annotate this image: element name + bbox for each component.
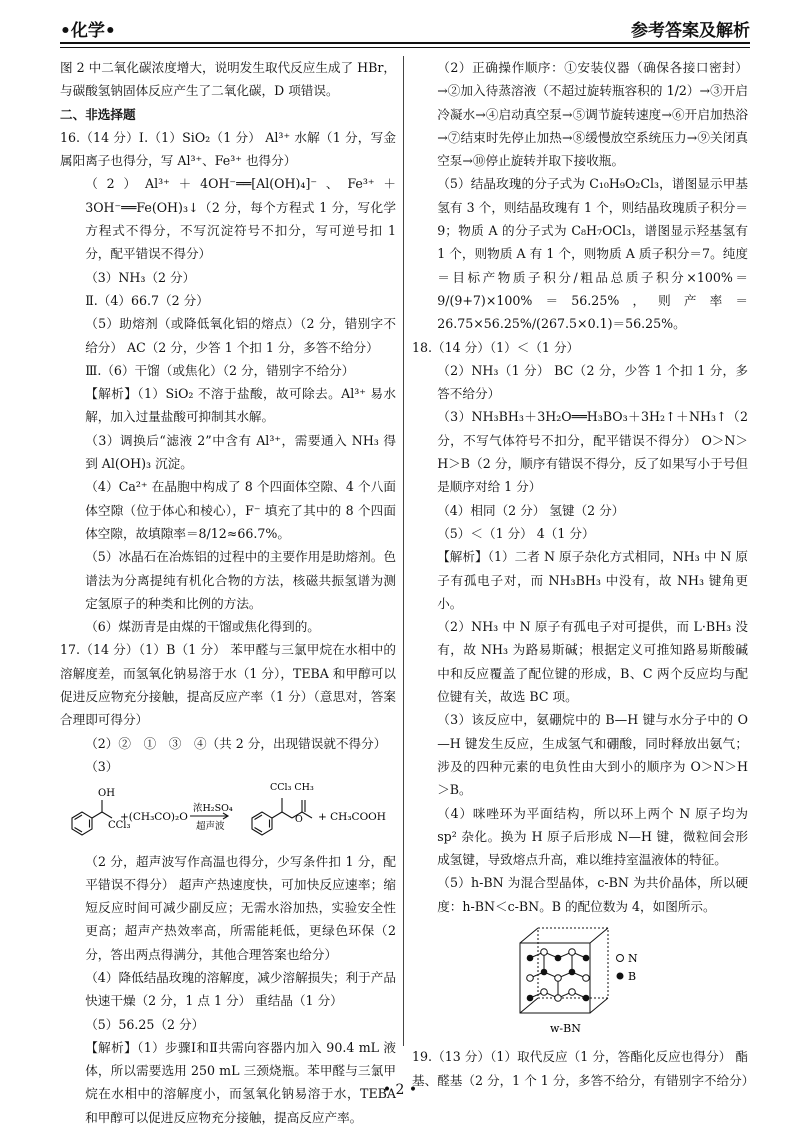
- left_column-paragraph: （4）降低结晶玫瑰的溶解度，减少溶解损失；利于产品快速干燥（2 分，1 点 1 分） 重结晶（1 分）: [85, 969, 396, 1009]
- legend-b-marker: [617, 972, 624, 979]
- right_column-paragraph: （2）NH₃ 中 N 原子有孤电子对可提供，而 L·BH₃ 没有，故 NH₃ 为路易斯碱；根据定义可推知路易斯酸碱中和反应覆盖了配位键的形成，B、C 两个反应均与配位键有关，故选 BC 项。: [437, 619, 748, 705]
- section-label: 参考答案及解析: [631, 21, 750, 41]
- right_column-paragraph: （4）咪唑环为平面结构，所以环上两个 N 原子均为 sp² 杂化。换为 H 原子后形成 N—H 键，微粒间会形成氢键，导致熔点升高，难以维持室温液体的特征。: [437, 805, 748, 868]
- left_column-paragraph: Ⅱ.（4）66.7（2 分）: [85, 292, 209, 308]
- header-rule-thin: [60, 47, 750, 48]
- right_column-paragraph: （4）相同（2 分） 氢键（2 分）: [437, 502, 625, 518]
- left_column-paragraph: 【解析】（1）SiO₂ 不溶于盐酸，故可除去。Al³⁺ 易水解，加入过量盐酸可抑制其水解。: [85, 386, 396, 425]
- left_column-paragraph: （3）: [85, 758, 119, 774]
- oh-label: OH: [98, 788, 115, 800]
- byproduct-label: + CH₃COOH: [318, 811, 386, 824]
- page-number: • 2 •: [382, 1082, 418, 1098]
- left_column-paragraph: （5）冰晶石在冶炼铝的过程中的主要作用是助熔剂。色谱法为分离提纯有机化合物的方法，核磁共振氢谱为测定氢原子的种类和比例的方法。: [85, 549, 396, 611]
- right_column-paragraph: （5）h-BN 为混合型晶体，c-BN 为共价晶体，所以硬度：h-BN＜c-BN。B 的配位数为 4，如图所示。: [437, 875, 748, 914]
- legend-n-label: N: [628, 951, 638, 965]
- ccl3-label: CCl₃: [108, 820, 131, 832]
- reagent-label: +(CH₃CO)₂O: [120, 811, 188, 824]
- left_column-paragraph: （2）② ① ③ ④（共 2 分，出现错误就不得分）: [85, 735, 387, 751]
- reaction-equation: [60, 778, 396, 842]
- left_column-paragraph: （6）煤沥青是由煤的干馏或焦化得到的。: [85, 619, 320, 635]
- left_column-paragraph: Ⅲ.（6）干馏（或焦化）（2 分，错别字不给分）: [85, 362, 355, 378]
- right_column-paragraph: 【解析】（1）二者 N 原子杂化方式相同，NH₃ 中 N 原子有孤电子对，而 NH₃BH₃ 中没有，故 NH₃ 键角更小。: [437, 549, 748, 611]
- figure-caption: w-BN: [550, 1021, 581, 1035]
- page-header: [60, 14, 750, 40]
- right_column-paragraph: （3）NH₃BH₃＋3H₂O══H₃BO₃＋3H₂↑＋NH₃↑（2 分，不写气体符号不扣分，配平错误不得分） O＞N＞H＞B（2 分，顺序有错误不得分，反了如果写小于号但是顺序对给 1 分）: [437, 409, 748, 495]
- right-column: [412, 56, 755, 1092]
- left-column: [60, 56, 396, 1129]
- left_column-paragraph: 二、非选择题: [60, 106, 136, 122]
- right_column-paragraph: （3）该反应中，氨硼烷中的 B—H 键与水分子中的 O—H 键发生反应，生成氢气和硼酸，同时释放出氨气；涉及的四种元素的电负性由大到小的顺序为 O＞N＞H＞B。: [437, 712, 748, 798]
- left_column-paragraph: （2 分，超声波写作高温也得分，少写条件扣 1 分，配平错误不得分） 超声产热速度快，可加快反应速率；缩短反应时间可减少副反应；无需水浴加热，实验安全性更高；超声产热效率高，所需能耗低，更绿色环保（2 分，答出两点得满分，其他合理答案也给分）: [85, 853, 396, 962]
- legend-n-marker: [617, 954, 624, 961]
- left_column-paragraph: 图 2 中二氧化碳浓度增大，说明发生取代反应生成了 HBr，与碳酸氢钠固体反应产生了二氧化碳，D 项错误。: [60, 60, 396, 99]
- condition-ultrasound: 超声波: [196, 821, 225, 833]
- right_column-paragraph: 18.（14 分）（1）＜（1 分）: [412, 339, 580, 355]
- product-substituents: CCl₃ CH₃: [270, 782, 314, 794]
- condition-acid: 浓H₂SO₄: [193, 803, 233, 815]
- left_column-paragraph: （5）助熔剂（或降低氧化铝的熔点）（2 分，错别字不给分） AC（2 分，少答 1 个扣 1 分，多答不给分）: [85, 316, 396, 355]
- left_column-paragraph: （5）56.25（2 分）: [85, 1016, 205, 1032]
- right_column-paragraph: 19.（13 分）（1）取代反应（1 分，答酯化反应也得分） 酯基、醛基（2 分，1 个 1 分，多答不给分，有错别字不给分）: [412, 1049, 755, 1088]
- right_column-paragraph: （2）NH₃（1 分） BC（2 分，少答 1 个扣 1 分，多答不给分）: [437, 362, 748, 402]
- w-bn-structure-figure: [500, 918, 660, 1038]
- header-rule-thick: [60, 42, 750, 44]
- subject-label: •化学•: [60, 21, 116, 41]
- right_column-paragraph: （5）＜（1 分） 4（1 分）: [437, 525, 595, 541]
- w-bn-figure-wrapper: [412, 918, 748, 1045]
- left_column-paragraph: 【解析】（1）步骤Ⅰ和Ⅱ共需向容器内加入 90.4 mL 液体，所以需要选用 250 mL 三颈烧瓶。苯甲醛与三氯甲烷在水相中的溶解度小，而氢氧化钠易溶于水，TEBA 和甲醇可以促进反应物充分接触，提高反应产率。: [85, 1039, 396, 1125]
- right_column-paragraph: （2）正确操作顺序：①安装仪器（确保各接口密封）→②加入待蒸溶液（不超过旋转瓶容积的 1/2）→③开启冷凝水→④启动真空泵→⑤调节旋转速度→⑥开启加热浴→⑦结束时先停止加热→⑧缓慢放空系统压力→⑨关闭真空泵→⑩停止旋转并取下接收瓶。: [437, 60, 748, 169]
- right_column-paragraph: （5）结晶玫瑰的分子式为 C₁₀H₉O₂Cl₃，谱图显示甲基氢有 3 个，则结晶玫瑰有 1 个，则结晶玫瑰质子积分＝9；物质 A 的分子式为 C₈H₇OCl₃，谱图显示羟基氢有 1 个，则物质 A 有 1 个，则物质 A 质子积分＝7。纯度＝目标产物质子积分/粗品总质子积分×100%＝9/(9+7)×100%＝56.25%，则产率＝26.75×56.25%/(267.5×0.1)＝56.25%。: [437, 176, 748, 332]
- legend-b-label: B: [628, 969, 637, 983]
- left_column-paragraph: 16.（14 分）Ⅰ.（1）SiO₂（1 分） Al³⁺ 水解（1 分，写金属阳离子也得分，写 Al³⁺、Fe³⁺ 也得分）: [60, 129, 396, 169]
- ester-o: O: [295, 814, 303, 826]
- column-divider: [403, 56, 404, 1046]
- left_column-paragraph: （4）Ca²⁺ 在晶胞中构成了 8 个四面体空隙、4 个八面体空隙（位于体心和棱心），F⁻ 填充了其中的 8 个四面体空隙，故填隙率＝8/12≈66.7%。: [85, 479, 396, 541]
- left_column-paragraph: 17.（14 分）（1）B（1 分） 苯甲醛与三氯甲烷在水相中的溶解度差，而氢氧化钠易溶于水（1 分），TEBA 和甲醇可以促进反应物充分接触，提高反应产率（1 分）（意思对，答案合理即可得分）: [60, 642, 396, 728]
- left_column-paragraph: （2）Al³⁺＋4OH⁻══[Al(OH)₄]⁻、Fe³⁺＋3OH⁻══Fe(OH)₃↓（2 分，每个方程式 1 分，写化学方程式不得分，不写沉淀符号不扣分，写可逆号扣 1 分，配平错误不得分）: [85, 176, 396, 262]
- left_column-paragraph: （3）调换后“滤液 2”中含有 Al³⁺，需要通入 NH₃ 得到 Al(OH)₃ 沉淀。: [85, 432, 396, 472]
- left_column-paragraph: （3）NH₃（2 分）: [85, 269, 196, 285]
